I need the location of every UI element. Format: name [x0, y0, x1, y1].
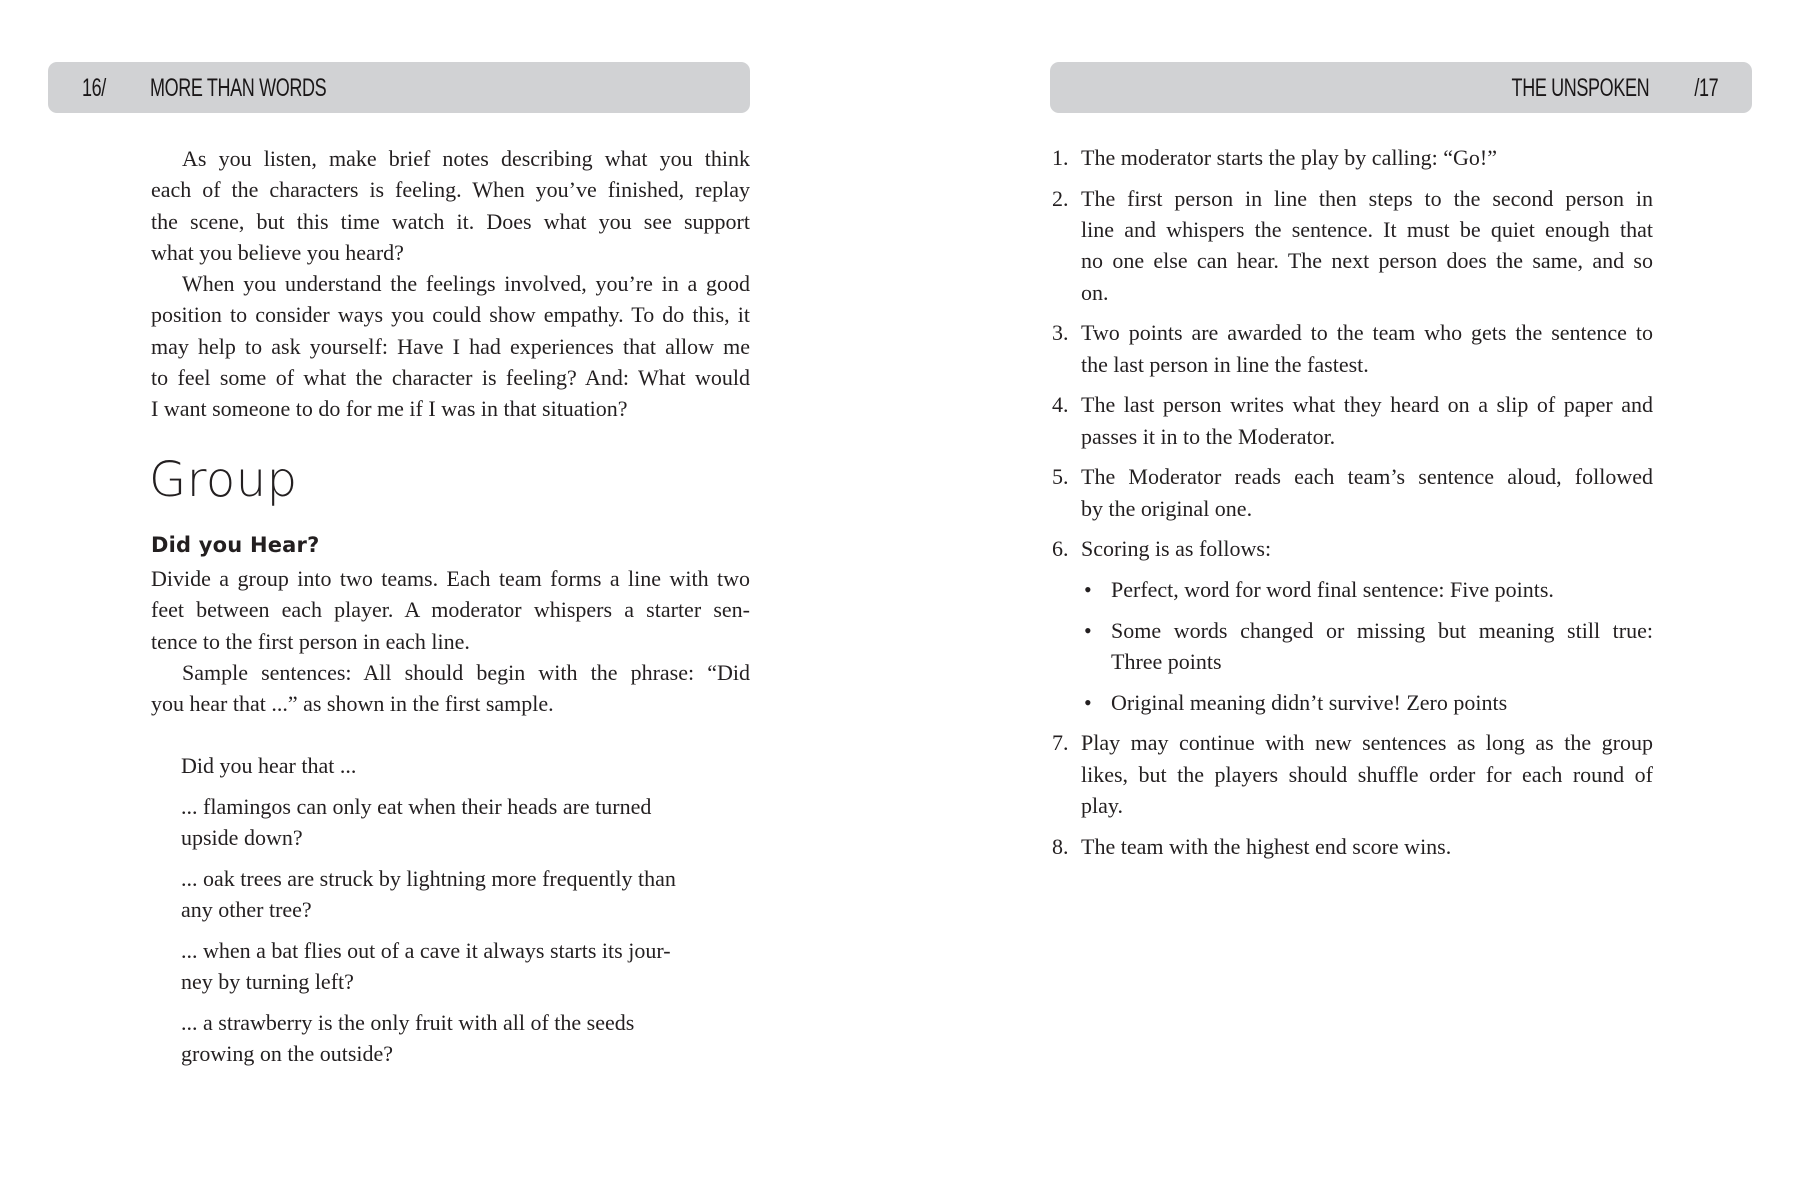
- activity-title: Did you Hear?: [151, 533, 320, 557]
- step-item: [1052, 389, 1653, 452]
- text-line: The moderator starts the play by calling: “Go!”: [1081, 145, 1498, 170]
- text-line: Scoring is as follows:: [1081, 536, 1272, 562]
- text-line: ... oak trees are struck by lightning more frequently than: [181, 865, 676, 891]
- text-line: line and whispers the sentence. It must be quiet enough that: [1081, 216, 1653, 242]
- page-number: 16/: [82, 74, 106, 102]
- text-line: any other tree?: [181, 896, 312, 922]
- paragraph: [151, 268, 750, 424]
- intro-text: [151, 143, 750, 425]
- text-line: on.: [1081, 279, 1109, 305]
- text-line: ... flamingos can only eat when their heads are turned: [181, 793, 652, 819]
- step-item: [1052, 142, 1653, 173]
- running-head-right: [1050, 62, 1752, 113]
- step-text: [1081, 183, 1653, 308]
- scoring-item: [1081, 687, 1653, 718]
- scoring-item: [1081, 615, 1653, 678]
- sample-sentence: [181, 791, 741, 854]
- step-number: 1.: [1052, 145, 1069, 170]
- text-line: When you understand the feelings involved, you’re in a good: [182, 271, 750, 297]
- running-title: MORE THAN WORDS: [150, 74, 327, 102]
- text-line: Perfect, word for word final sentence: Five points.: [1111, 576, 1554, 602]
- text-line: position to consider ways you could show empathy. To do this, it: [151, 302, 750, 328]
- step-item: [1052, 461, 1653, 524]
- text-line: tence to the first person in each line.: [151, 628, 470, 654]
- text-line: I want someone to do for me if I was in that situation?: [151, 396, 628, 422]
- sample-sentences: [181, 750, 741, 1079]
- running-title: THE UNSPOKEN: [1511, 74, 1649, 102]
- text-line: upside down?: [181, 824, 303, 850]
- step-number: 7.: [1052, 730, 1069, 756]
- step-text: [1081, 389, 1653, 452]
- text-line: passes it in to the Moderator.: [1081, 423, 1336, 449]
- text-line: play.: [1081, 792, 1123, 818]
- text-line: what you believe you heard?: [151, 239, 404, 265]
- text-line: Two points are awarded to the team who gets the sentence to: [1081, 320, 1653, 346]
- step-number: 8.: [1052, 833, 1069, 859]
- text-line: you hear that ...” as shown in the first sample.: [151, 691, 554, 717]
- scoring-item: [1081, 574, 1653, 605]
- page-number: /17: [1694, 74, 1718, 102]
- text-line: the scene, but this time watch it. Does what you see support: [151, 208, 750, 234]
- step-text: [1081, 727, 1653, 821]
- text-line: The first person in line then steps to the second person in: [1081, 185, 1653, 211]
- section-heading: Group: [149, 452, 298, 508]
- scoring-list: [1081, 574, 1653, 718]
- sample-sentence: [181, 1007, 741, 1070]
- text-line: Three points: [1111, 648, 1222, 674]
- text-line: The last person writes what they heard on a slip of paper and: [1081, 392, 1653, 418]
- text-line: Play may continue with new sentences as long as the group: [1081, 730, 1653, 756]
- step-text: [1081, 317, 1653, 380]
- step-item: [1052, 727, 1653, 821]
- paragraph: [151, 563, 750, 657]
- bullet-icon: •: [1084, 689, 1092, 715]
- text-line: Original meaning didn’t survive! Zero points: [1111, 689, 1508, 715]
- paragraph: [151, 143, 750, 268]
- text-line: by the original one.: [1081, 495, 1253, 521]
- text-line: feet between each player. A moderator whispers a starter sen-: [151, 597, 750, 623]
- text-line: each of the characters is feeling. When you’ve finished, replay: [151, 177, 750, 203]
- text-line: ... when a bat flies out of a cave it always starts its jour-: [181, 937, 671, 963]
- step-number: 3.: [1052, 320, 1069, 346]
- step-text: [1081, 831, 1653, 862]
- text-line: As you listen, make brief notes describing what you think: [182, 146, 750, 171]
- step-text: [1081, 461, 1653, 524]
- sample-sentence: [181, 863, 741, 926]
- paragraph: [151, 657, 750, 720]
- sample-sentence: [181, 750, 741, 781]
- step-item: [1052, 831, 1653, 862]
- step-number: 5.: [1052, 464, 1069, 490]
- text-line: to feel some of what the character is feeling? And: What would: [151, 365, 750, 391]
- text-line: growing on the outside?: [181, 1040, 394, 1066]
- text-line: no one else can hear. The next person does the same, and so: [1081, 248, 1653, 274]
- step-item: [1052, 317, 1653, 380]
- step-number: 6.: [1052, 536, 1069, 562]
- running-head-left: [48, 62, 750, 113]
- text-line: The team with the highest end score wins.: [1081, 833, 1452, 859]
- step-item: [1052, 183, 1653, 308]
- step-text: [1081, 142, 1653, 173]
- steps-list: [1052, 142, 1653, 871]
- step-text: [1081, 533, 1653, 564]
- text-line: likes, but the players should shuffle order for each round of: [1081, 761, 1653, 787]
- text-line: Sample sentences: All should begin with the phrase: “Did: [182, 659, 750, 685]
- text-line: Some words changed or missing but meaning still true:: [1111, 617, 1653, 643]
- text-line: Divide a group into two teams. Each team forms a line with two: [151, 566, 750, 591]
- activity-instructions: [151, 563, 750, 719]
- step-number: 4.: [1052, 392, 1069, 418]
- text-line: ... a strawberry is the only fruit with all of the seeds: [181, 1009, 635, 1035]
- bullet-icon: •: [1084, 576, 1092, 602]
- text-line: the last person in line the fastest.: [1081, 351, 1369, 377]
- step-item: [1052, 533, 1653, 718]
- text-line: The Moderator reads each team’s sentence aloud, followed: [1081, 464, 1653, 490]
- bullet-icon: •: [1084, 617, 1092, 643]
- sample-sentence: [181, 935, 741, 998]
- step-number: 2.: [1052, 185, 1069, 211]
- text-line: Did you hear that ...: [181, 753, 357, 778]
- text-line: ney by turning left?: [181, 968, 354, 994]
- text-line: may help to ask yourself: Have I had experiences that allow me: [151, 333, 750, 359]
